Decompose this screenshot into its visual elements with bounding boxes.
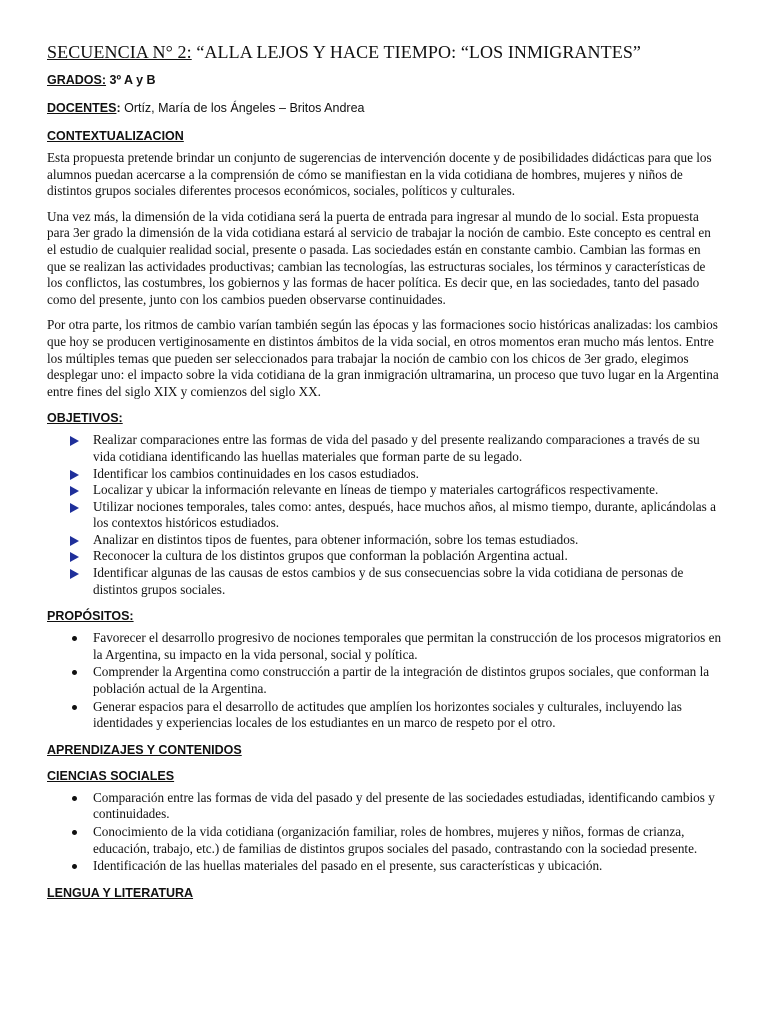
- list-item: [47, 532, 722, 549]
- document-title: [47, 40, 722, 64]
- list-item: [47, 432, 722, 465]
- title-rest: “ALLA LEJOS Y HACE TIEMPO: “LOS INMIGRANTES”: [191, 42, 642, 62]
- list-item: [47, 482, 722, 499]
- list-item-text: Conocimiento de la vida cotidiana (organización familiar, roles de hombres, mujeres y niños, formas de crianza, educación, trabajo, etc.) de familias de distintos grupos sociales del pasado, contrastando con la sociedad presente.: [93, 824, 698, 856]
- bullet-dot-icon: [72, 705, 77, 710]
- bullet-dot-icon: [72, 670, 77, 675]
- title-prefix: SECUENCIA N° 2:: [47, 42, 192, 62]
- ciencias-sociales-heading: CIENCIAS SOCIALES: [47, 768, 175, 783]
- list-item-text: Identificar los cambios continuidades en los casos estudiados.: [93, 465, 419, 481]
- bullet-dot-icon: [72, 830, 77, 835]
- list-item-text: Comparación entre las formas de vida del pasado y del presente de las sociedades estudiadas, identificando cambios y continuidades.: [93, 789, 715, 822]
- context-paragraph: Esta propuesta pretende brindar un conjunto de sugerencias de intervención docente y de posibilidades didácticas para que los alumnos puedan acercarse a la comprensión de cómo se manifiestan en la vida cotidiana de hombres, mujeres y niños de distintos grupos sociales diferentes procesos económicos, sociales, políticos y culturales.: [47, 150, 712, 199]
- grados-label: GRADOS:: [47, 73, 107, 87]
- list-item-text: Comprender la Argentina como construcción a partir de la integración de distintos grupos sociales, que conforman la población actual de la Argentina.: [93, 664, 710, 697]
- aprendizajes-heading: APRENDIZAJES Y CONTENIDOS: [47, 742, 242, 757]
- lengua-literatura-heading: LENGUA Y LITERATURA: [47, 885, 194, 900]
- list-item: [47, 664, 722, 697]
- list-item: [47, 548, 722, 565]
- list-item-text: Identificar algunas de las causas de estos cambios y de sus consecuencias sobre la vida cotidiana de personas de distintos grupos sociales.: [93, 565, 684, 597]
- list-item-text: Favorecer el desarrollo progresivo de nociones temporales que permitan la construcción de los procesos migratorios en la Argentina, su impacto en la vida personal, social y política.: [93, 630, 722, 662]
- bullet-dot-icon: [72, 636, 77, 641]
- docentes-label: DOCENTES: [47, 101, 117, 115]
- list-item: [47, 824, 722, 857]
- list-item: [47, 630, 722, 663]
- arrow-bullet-icon: [70, 569, 79, 579]
- list-item-text: Reconocer la cultura de los distintos grupos que conforman la población Argentina actual.: [93, 548, 568, 564]
- docentes-value: Ortíz, María de los Ángeles – Britos Andrea: [120, 101, 365, 115]
- list-item: [47, 466, 722, 483]
- docentes-field: [47, 100, 722, 116]
- list-item-text: Analizar en distintos tipos de fuentes, para obtener información, sobre los temas estudiados.: [93, 531, 579, 547]
- objetivos-heading: OBJETIVOS:: [47, 411, 123, 426]
- grados-value: 3º A y B: [106, 73, 156, 87]
- list-item: [47, 699, 722, 732]
- arrow-bullet-icon: [70, 486, 79, 496]
- list-item: [47, 790, 722, 823]
- context-paragraph: Una vez más, la dimensión de la vida cotidiana será la puerta de entrada para ingresar al mundo de lo social. Esta propuesta para 3er grado la dimensión de la vida cotidiana estará al servicio de trabajar la noción de cambio. Este concepto es central en el estudio de cualquier realidad social, presente o pasada. Las sociedades están en constante cambio. Cambian las formas en que se realizan las actividades productivas; cambian las tecnologías, las estructuras sociales, los términos y características de los conflictos, las costumbres, los gobiernos y las formas de hacer política. Es decir que, en las sociedades, tanto del pasado como del presente, junto con los cambios pueden observarse continuidades.: [47, 208, 711, 307]
- propositos-heading: PROPÓSITOS:: [47, 609, 134, 624]
- context-paragraph: Por otra parte, los ritmos de cambio varían también según las épocas y las formaciones socio históricas analizadas: los cambios que hoy se producen vertiginosamente en distintos ámbitos de la vida social, en otros momentos eran mucho más lentos. Entre los múltiples temas que pueden ser seleccionados para trabajar la noción de cambio con los chicos de 3er grado, elegimos desplegar uno: el impacto sobre la vida cotidiana de la gran inmigración ultramarina, un proceso que tuvo lugar en la Argentina entre fines del siglo XIX y comienzos del siglo XX.: [47, 317, 719, 399]
- list-item-text: Localizar y ubicar la información relevante en líneas de tiempo y materiales cartográficos respectivamente.: [93, 482, 659, 498]
- bullet-dot-icon: [72, 864, 77, 869]
- list-item: [47, 499, 722, 532]
- propositos-list: [47, 630, 722, 732]
- list-item-text: Identificación de las huellas materiales del pasado en el presente, sus características y ubicación.: [93, 858, 603, 874]
- grados-field: [47, 72, 722, 88]
- arrow-bullet-icon: [70, 552, 79, 562]
- list-item: [47, 858, 722, 875]
- arrow-bullet-icon: [70, 536, 79, 546]
- objetivos-list: [47, 432, 722, 598]
- bullet-dot-icon: [72, 796, 77, 801]
- arrow-bullet-icon: [70, 470, 79, 480]
- arrow-bullet-icon: [70, 436, 79, 446]
- arrow-bullet-icon: [70, 503, 79, 513]
- list-item: [47, 565, 722, 598]
- contextualizacion-heading: CONTEXTUALIZACION: [47, 129, 184, 143]
- list-item-text: Utilizar nociones temporales, tales como: antes, después, hace muchos años, al mismo tiempo, durante, aplicándolas a los contextos históricos estudiados.: [93, 498, 716, 531]
- docentes-colon: :: [116, 101, 121, 115]
- list-item-text: Generar espacios para el desarrollo de actitudes que amplíen los horizontes sociales y culturales, incluyendo las identidades y experiencias locales de los estudiantes en un marco de respeto por el otro.: [93, 698, 682, 731]
- list-item-text: Realizar comparaciones entre las formas de vida del pasado y del presente realizando comparaciones a través de su vida cotidiana identificando las huellas materiales que forman parte de su legado.: [93, 432, 700, 464]
- ciencias-sociales-list: [47, 790, 722, 875]
